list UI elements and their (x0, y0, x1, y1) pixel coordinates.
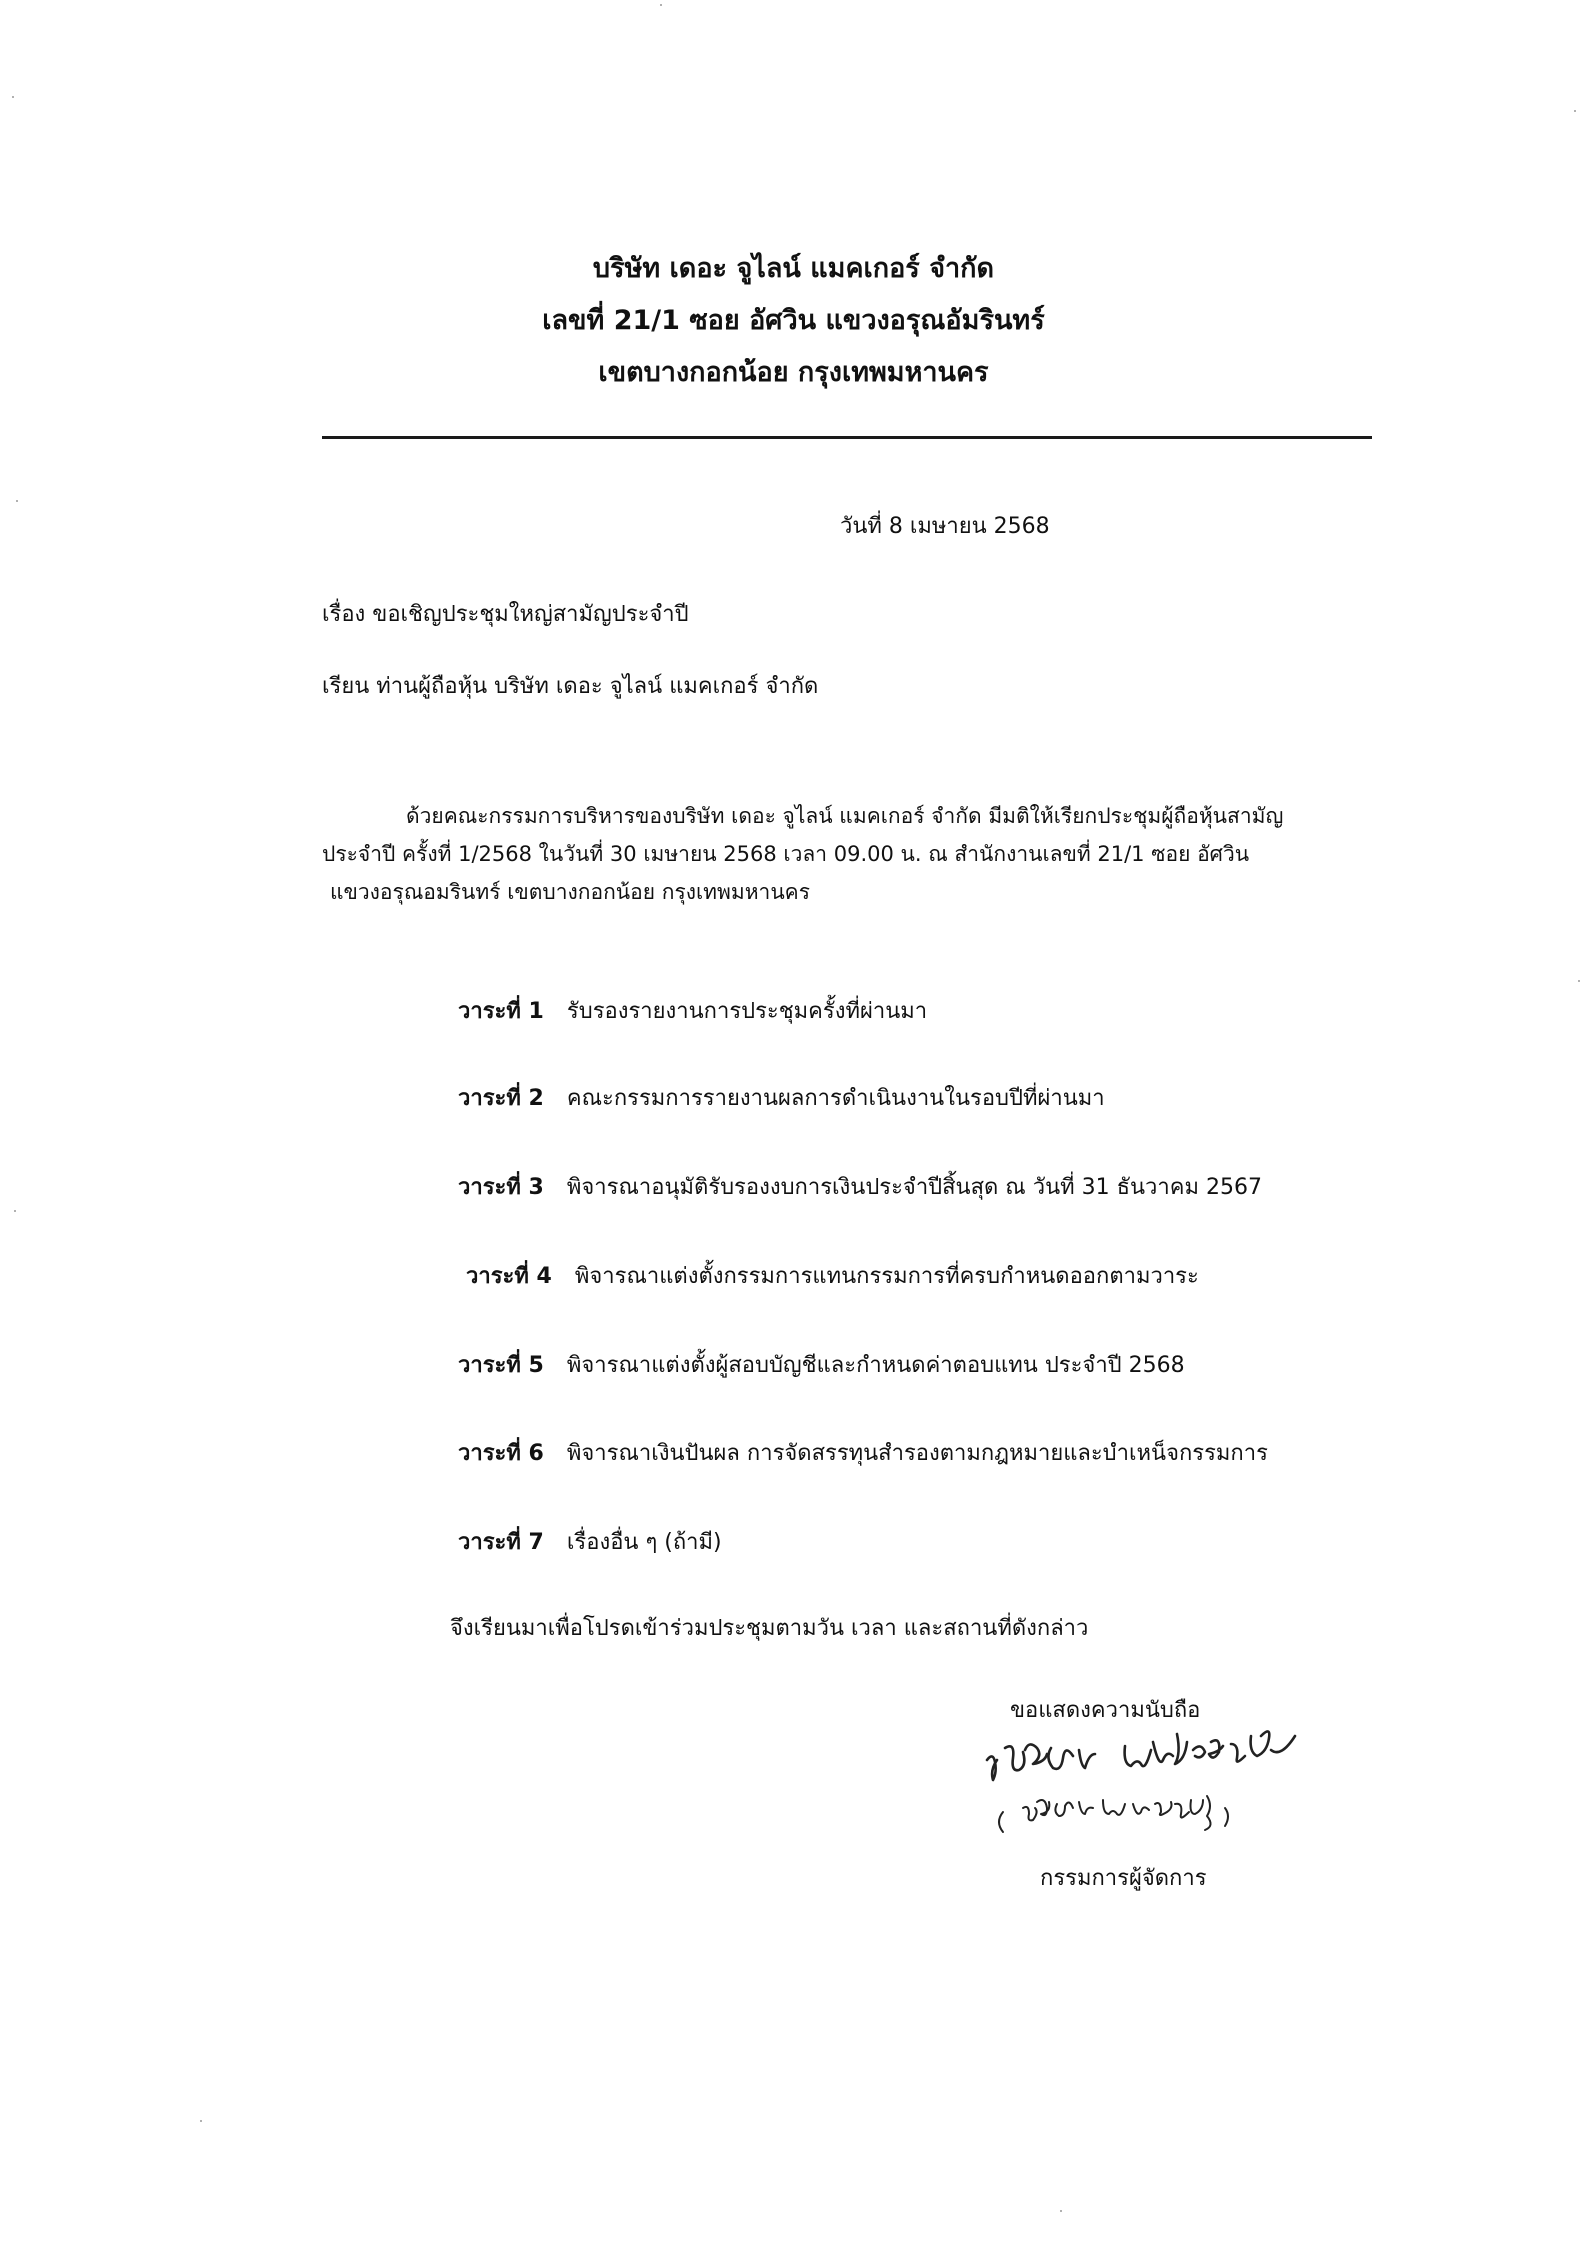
scan-speck (16, 500, 18, 502)
agenda-text: พิจารณาเงินปันผล การจัดสรรทุนสำรองตามกฎหมายและบำเหน็จกรรมการ (566, 1441, 1268, 1466)
agenda-label: วาระที่ 1 (458, 999, 544, 1024)
agenda-label: วาระที่ 3 (458, 1175, 544, 1200)
scan-speck (1578, 980, 1580, 982)
company-address-line1: เลขที่ 21/1 ซอย อัศวิน แขวงอรุณอัมรินทร์ (542, 305, 1045, 336)
letter-subject: เรื่อง ขอเชิญประชุมใหญ่สามัญประจำปี (322, 602, 689, 627)
agenda-item (458, 1435, 1268, 1470)
agenda-text: พิจารณาแต่งตั้งกรรมการแทนกรรมการที่ครบกำหนดออกตามวาระ (574, 1264, 1199, 1289)
signer-title: กรรมการผู้จัดการ (1040, 1866, 1207, 1891)
scan-speck (12, 96, 14, 98)
intro-line-3: แขวงอรุณอมรินทร์ เขตบางกอกน้อย กรุงเทพมหานคร (330, 880, 811, 904)
agenda-item (458, 1347, 1185, 1382)
handwritten-signature (975, 1720, 1355, 1870)
scan-speck (660, 4, 662, 6)
agenda-item (458, 1524, 722, 1559)
letter-date: วันที่ 8 เมษายน 2568 (840, 514, 1050, 539)
agenda-item (458, 1169, 1262, 1204)
agenda-label: วาระที่ 5 (458, 1353, 544, 1378)
header-divider (322, 436, 1372, 439)
agenda-text: พิจารณาอนุมัติรับรองงบการเงินประจำปีสิ้นสุด ณ วันที่ 31 ธันวาคม 2567 (566, 1175, 1262, 1200)
scan-speck (200, 2120, 202, 2122)
agenda-item (458, 993, 927, 1028)
closing-sentence: จึงเรียนมาเพื่อโปรดเข้าร่วมประชุมตามวัน เวลา และสถานที่ดังกล่าว (450, 1616, 1089, 1641)
agenda-label: วาระที่ 4 (466, 1264, 552, 1289)
intro-line-2: ประจำปี ครั้งที่ 1/2568 ในวันที่ 30 เมษายน 2568 เวลา 09.00 น. ณ สำนักงานเลขที่ 21/1 ซอย อัศวิน (322, 842, 1250, 866)
agenda-text: พิจารณาแต่งตั้งผู้สอบบัญชีและกำหนดค่าตอบแทน ประจำปี 2568 (566, 1353, 1185, 1378)
company-address-line2: เขตบางกอกน้อย กรุงเทพมหานคร (598, 357, 989, 388)
letter-recipient: เรียน ท่านผู้ถือหุ้น บริษัท เดอะ จูไลน์ แมคเกอร์ จำกัด (322, 674, 819, 699)
scan-speck (1574, 110, 1576, 112)
scan-speck (1060, 2210, 1062, 2212)
agenda-item (458, 1080, 1105, 1115)
sign-off: ขอแสดงความนับถือ (1010, 1698, 1201, 1723)
agenda-item (466, 1258, 1199, 1293)
agenda-text: คณะกรรมการรายงานผลการดำเนินงานในรอบปีที่ผ่านมา (566, 1086, 1105, 1111)
agenda-label: วาระที่ 7 (458, 1530, 544, 1555)
scan-speck (14, 1210, 16, 1212)
agenda-label: วาระที่ 6 (458, 1441, 544, 1466)
agenda-text: รับรองรายงานการประชุมครั้งที่ผ่านมา (566, 999, 928, 1024)
company-name: บริษัท เดอะ จูไลน์ แมคเกอร์ จำกัด (592, 253, 995, 284)
agenda-label: วาระที่ 2 (458, 1086, 544, 1111)
intro-line-1: ด้วยคณะกรรมการบริหารของบริษัท เดอะ จูไลน์ แมคเกอร์ จำกัด มีมติให้เรียกประชุมผู้ถือหุ้นสามัญ (406, 804, 1284, 828)
agenda-text: เรื่องอื่น ๆ (ถ้ามี) (566, 1530, 722, 1555)
